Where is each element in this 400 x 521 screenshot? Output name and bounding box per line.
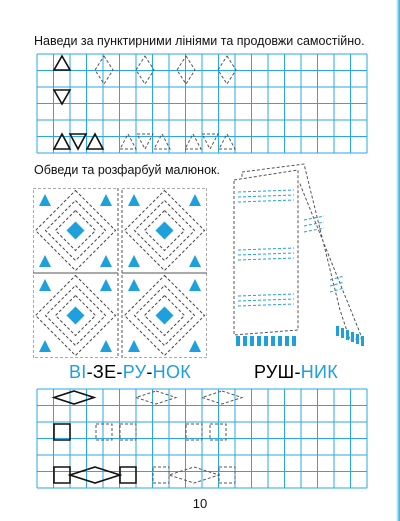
- tracing-grid-top: [37, 54, 367, 152]
- pattern-corner-triangle: [128, 194, 140, 206]
- towel-fringe: [356, 334, 359, 344]
- pattern-corner-triangle: [39, 255, 51, 267]
- towel-fringe: [292, 336, 296, 346]
- towel-fringe: [346, 330, 349, 340]
- pattern-center-diamond: [67, 307, 85, 325]
- diamond-icon: [54, 391, 94, 404]
- pattern-corner-triangle: [189, 340, 201, 352]
- towel-fringe: [257, 336, 261, 346]
- pattern-corner-triangle: [189, 194, 201, 206]
- diamond-icon: [169, 467, 219, 483]
- tracing-grid-bottom-drawing: [37, 389, 367, 487]
- towel-fringe: [243, 336, 247, 346]
- embroidered-towel-drawing: [212, 160, 372, 358]
- towel-fringe: [341, 328, 344, 338]
- syllable: РУ: [122, 362, 147, 382]
- pattern-center-diamond: [156, 307, 174, 325]
- towel-fringe: [278, 336, 282, 346]
- page-number: 10: [192, 496, 208, 511]
- hyphen: -: [116, 362, 123, 382]
- square-icon: [120, 424, 136, 440]
- square-icon: [54, 424, 70, 440]
- tracing-grid-top-drawing: [37, 54, 367, 152]
- page-edge-decoration: [396, 0, 400, 521]
- syllable: РУШ: [254, 362, 295, 382]
- pattern-corner-triangle: [128, 255, 140, 267]
- triangle-down-icon: [54, 90, 70, 104]
- towel-fringe: [271, 336, 275, 346]
- square-icon: [153, 467, 169, 483]
- pattern-corner-triangle: [39, 194, 51, 206]
- embroidery-pattern-icon: [33, 188, 207, 358]
- towel-fringe: [361, 336, 364, 346]
- towel-fringe: [336, 326, 339, 336]
- word-vizerunok: [69, 362, 191, 383]
- towel-fringe: [236, 336, 240, 346]
- pattern-corner-triangle: [189, 279, 201, 291]
- syllable: ЗЕ: [92, 362, 117, 382]
- towel-stripe: [304, 216, 324, 220]
- towel-stripe: [304, 222, 324, 226]
- syllable: ВІ: [69, 362, 87, 382]
- tracing-grid-bottom: [37, 389, 367, 487]
- pattern-center-diamond: [67, 222, 85, 240]
- pattern-corner-triangle: [39, 340, 51, 352]
- towel-fringe: [250, 336, 254, 346]
- hyphen: -: [294, 362, 301, 382]
- embroidered-towel-icon: [212, 160, 372, 358]
- hyphen: -: [86, 362, 93, 382]
- pattern-center-diamond: [156, 222, 174, 240]
- square-icon: [219, 467, 235, 483]
- pattern-corner-triangle: [128, 279, 140, 291]
- pattern-corner-triangle: [189, 255, 201, 267]
- instruction-trace-continue: Наведи за пунктирними лініями та продовжи самостійно.: [34, 34, 365, 48]
- pattern-corner-triangle: [100, 255, 112, 267]
- pattern-corner-triangle: [39, 279, 51, 291]
- triangle-up-icon: [54, 56, 70, 70]
- towel-stripe: [330, 288, 344, 292]
- hyphen: -: [146, 362, 153, 382]
- towel-stripe: [330, 282, 344, 286]
- square-icon: [186, 424, 202, 440]
- pattern-corner-triangle: [100, 279, 112, 291]
- towel-fringe: [351, 332, 354, 342]
- pattern-corner-triangle: [128, 340, 140, 352]
- diamond-icon: [136, 391, 176, 404]
- embroidery-pattern-drawing: [33, 188, 207, 358]
- syllable: НОК: [152, 362, 192, 382]
- word-rushnyk: [254, 362, 338, 383]
- towel-fringe: [285, 336, 289, 346]
- pattern-corner-triangle: [100, 194, 112, 206]
- pattern-corner-triangle: [100, 340, 112, 352]
- syllable: НИК: [300, 362, 339, 382]
- towel-fringe: [264, 336, 268, 346]
- square-icon: [96, 424, 112, 440]
- diamond-icon: [202, 391, 242, 404]
- instruction-trace-color: Обведи та розфарбуй малюнок.: [34, 163, 220, 177]
- diamond-icon: [70, 467, 120, 483]
